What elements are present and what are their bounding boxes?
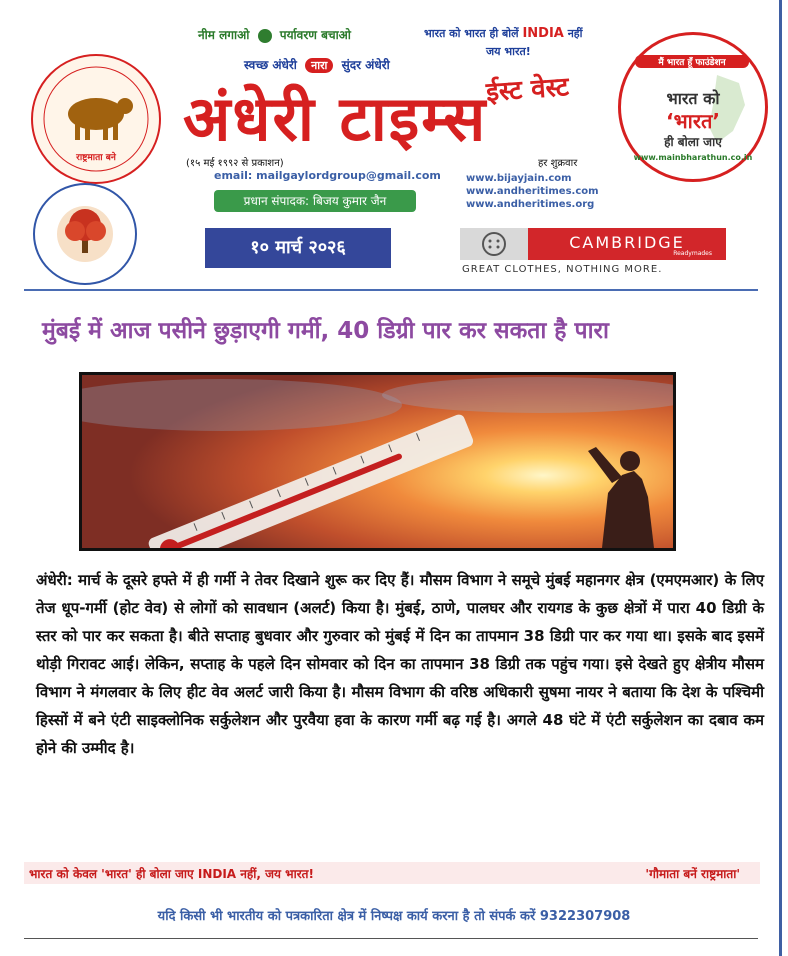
contact-line: यदि किसी भी भारतीय को पत्रकारिता क्षेत्र में निष्पक्ष कार्य करना है तो संपर्क करें 9322307908 [157, 909, 631, 924]
leaf-icon [258, 29, 272, 43]
publication-frequency: हर शुक्रवार [538, 158, 578, 169]
cow-seal-logo [31, 54, 161, 184]
website-list [466, 172, 599, 211]
advert-tagline: GREAT CLOTHES, NOTHING MORE. [462, 264, 663, 275]
slogan-bharat: भारत को केवल 'भारत' ही बोला जाए INDIA नहीं, जय भारत! [29, 867, 314, 881]
issue-date: १० मार्च २०२६ [205, 228, 391, 268]
slogan-bar [24, 862, 760, 884]
nari-badge: नारा [305, 58, 333, 73]
website-link[interactable]: www.bijayjain.com [466, 173, 572, 184]
header-divider [24, 289, 758, 291]
cambridge-logo-icon [460, 228, 528, 260]
jay-bharat: जय भारत! [486, 45, 531, 58]
bharat-suffix: नहीं [567, 27, 583, 40]
article-body: अंधेरी: मार्च के दूसरे हफ्ते में ही गर्मी ने तेवर दिखाने शुरू कर दिए हैं। मौसम विभाग ने समूचे मुंबई महानगर क्षेत्र (एमएमआर) के लिए तेज धूप-गर्मी (होट वेव) से लोगों को सावधान (अलर्ट) किया है। मुंबई, ठाणे, पालघर और रायगड के कुछ क्षेत्रों में पारा 40 डिग्री के स्तर को पार कर सकता है। बीते सप्ताह बुधवार और गुरुवार को मुंबई में दिन का तापमान 38 डिग्री पार कर गया था। इसके बाद इसमें थोड़ी गिरावट आई। लेकिन, सप्ताह के पहले दिन सोमवार को दिन का तापमान 38 डिग्री तक पहुंच गया। इसे देखते हुए क्षेत्रीय मौसम विभाग ने मंगलवार के लिए हीट वेव अलर्ट जारी किया है। मौसम विभाग की वरिष्ठ अधिकारी सुषमा नायर ने बताया कि देश के पश्चिमी हिस्सों में बने एंटी साइक्लोनिक सर्कुलेशन और पुरवैया हवा के कारण गर्मी बढ़ गई है। अगले 48 घंटे में एंटी सर्कुलेशन का दबाव कम होने की उम्मीद है। [36, 571, 764, 757]
advert-sub: Readymades [673, 250, 712, 257]
contact-email[interactable]: email: mailgaylordgroup@gmail.com [214, 169, 441, 182]
clean-left: स्वच्छ अंधेरी [244, 58, 297, 72]
website-link[interactable]: www.andheritimes.org [466, 199, 595, 210]
website-link[interactable]: www.andheritimes.com [466, 186, 599, 197]
clean-right: सुंदर अंधेरी [341, 58, 390, 72]
seal-line-1: भारत को [666, 89, 720, 108]
tree-seal-logo [33, 183, 137, 285]
slogan-gaumata: 'गौमाता बनें राष्ट्रमाता' [645, 867, 740, 881]
tagline-neem: नीम लगाओ [198, 28, 250, 42]
tagline-environment: पर्यावरण बचाओ [279, 28, 351, 42]
seal-line-3: ही बोला जाए [664, 135, 722, 149]
seal-line-2: ‘भारत’ [665, 109, 720, 133]
tagline-clean [244, 56, 390, 73]
seal-url: www.mainbharathun.co.in [633, 153, 753, 162]
tagline-top [198, 26, 351, 43]
masthead-title: अंधेरी टाइम्स [183, 82, 488, 155]
foundation-title: मैं भारत हूँ फाउंडेशन [635, 55, 749, 68]
east-west-label: ईस्ट वेस्ट [485, 72, 570, 108]
cow-seal-text: राष्ट्रमाता बने [76, 153, 116, 163]
article-headline: मुंबई में आज पसीने छुड़ाएगी गर्मी, 40 डिग्री पार कर सकता है पारा [42, 318, 609, 344]
page-edge-rule [779, 0, 782, 956]
cambridge-advert[interactable] [460, 228, 726, 280]
publication-since: (१५ मई १९९२ से प्रकाशन) [186, 158, 284, 169]
advert-brand: CAMBRIDGE [528, 228, 726, 260]
heatwave-photo [79, 372, 676, 551]
bharat-foundation-seal [618, 32, 768, 182]
footer-divider [24, 938, 758, 939]
india-word: INDIA [522, 26, 564, 41]
chief-editor-badge: प्रधान संपादक: बिजय कुमार जैन [214, 190, 416, 212]
bharat-slogan [424, 26, 583, 41]
bharat-prefix: भारत को भारत ही बोलें [424, 27, 519, 40]
